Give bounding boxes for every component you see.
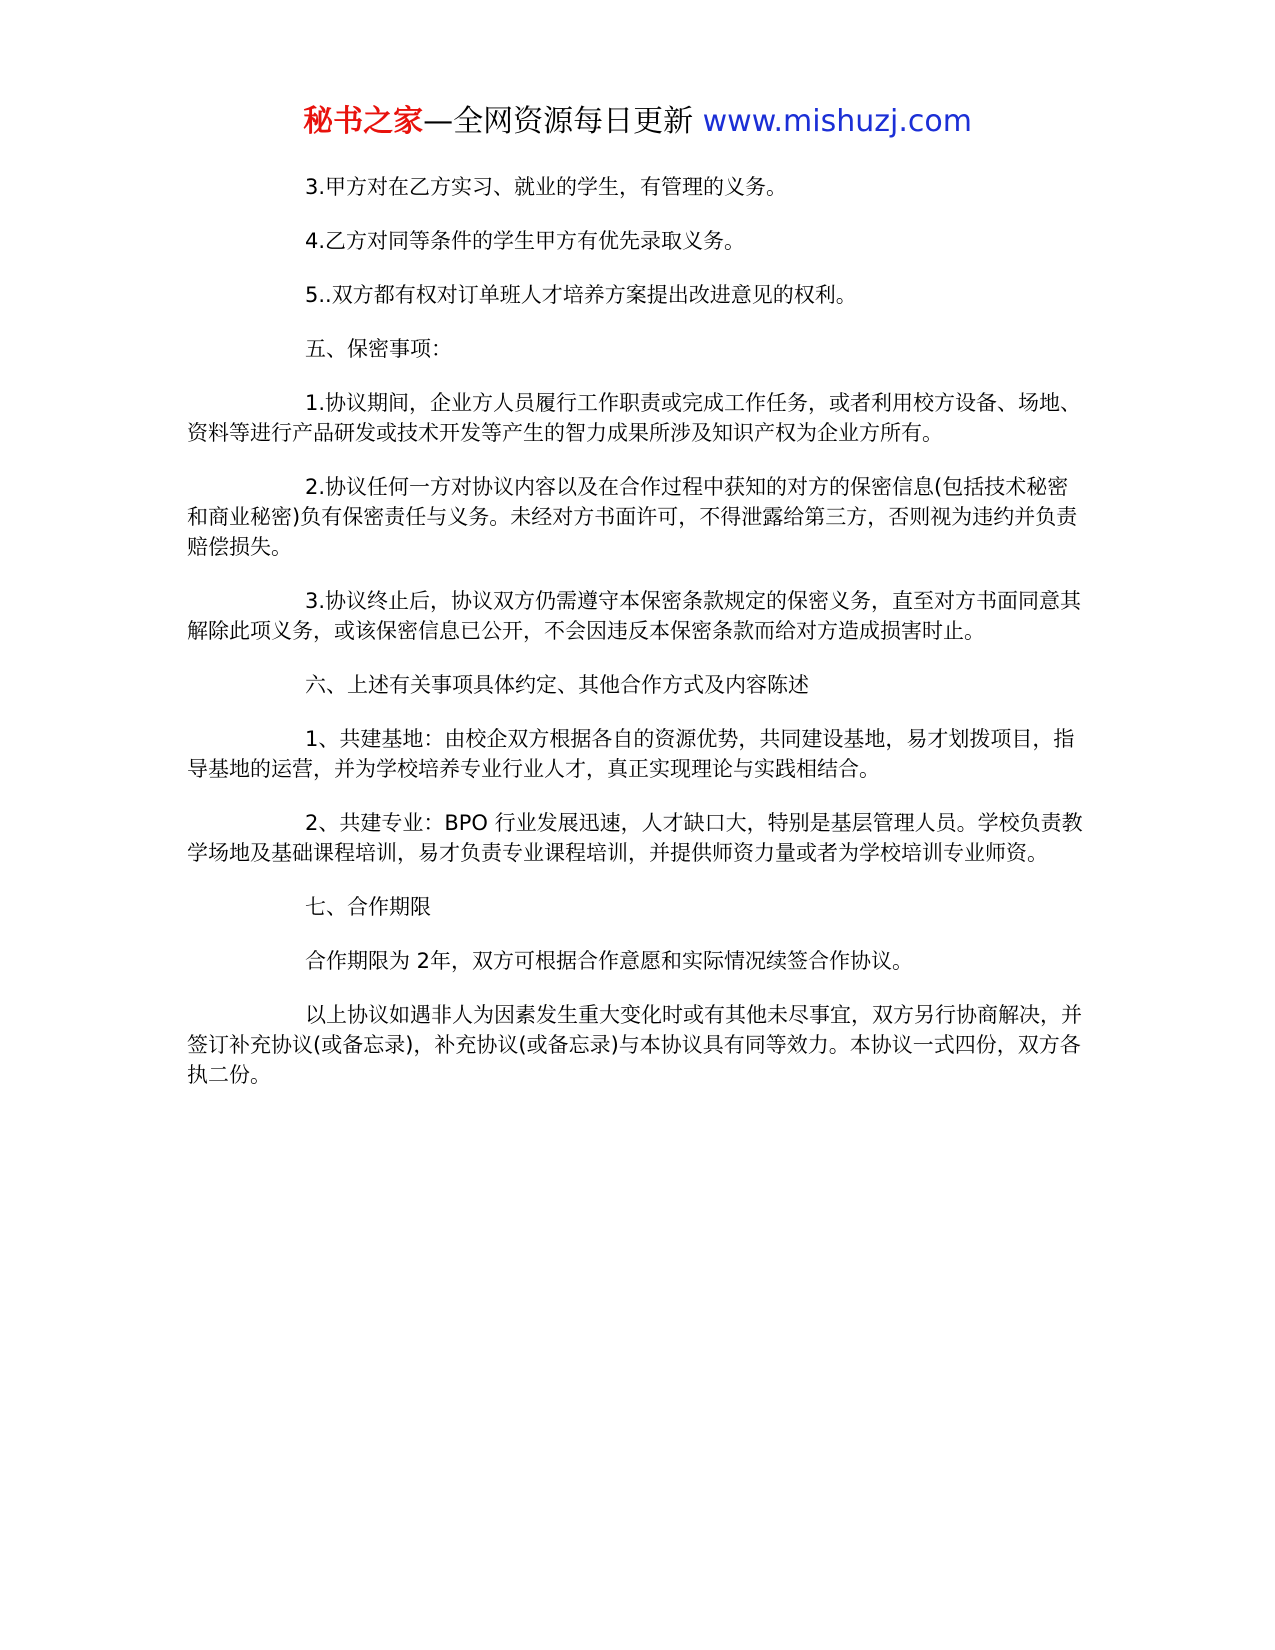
section-heading-confidentiality: 五、保密事项： [305, 337, 452, 361]
section-heading-term: 七、合作期限 [305, 895, 431, 919]
clause-3-management: 3.甲方对在乙方实习、就业的学生，有管理的义务。 [305, 175, 788, 199]
confidentiality-clause-2: 2.协议任何一方对协议内容以及在合作过程中获知的对方的保密信息(包括技术秘密和商业秘密)负有保密责任与义务。未经对方书面许可，不得泄露给第三方，否则视为违约并负责赔偿损失。 [187, 475, 1078, 559]
section-heading-cooperation: 六、上述有关事项具体约定、其他合作方式及内容陈述 [305, 673, 809, 697]
cooperation-clause-base: 1、共建基地：由校企双方根据各自的资源优势，共同建设基地，易才划拨项目，指导基地的运营，并为学校培养专业行业人才，真正实现理论与实践相结合。 [187, 727, 1075, 781]
site-banner [0, 102, 1275, 142]
confidentiality-clause-1: 1.协议期间，企业方人员履行工作职责或完成工作任务，或者利用校方设备、场地、资料等进行产品研发或技术开发等产生的智力成果所涉及知识产权为企业方所有。 [187, 391, 1082, 445]
cooperation-clause-major: 2、共建专业：BPO 行业发展迅速，人才缺口大，特别是基层管理人员。学校负责教学场地及基础课程培训，易才负责专业课程培训，并提供师资力量或者为学校培训专业师资。 [187, 811, 1083, 865]
banner-tagline: —全网资源每日更新 [423, 104, 703, 139]
term-clause: 合作期限为 2年，双方可根据合作意愿和实际情况续签合作协议。 [305, 949, 914, 973]
closing-clause: 以上协议如遇非人为因素发生重大变化时或有其他未尽事宜，双方另行协商解决，并签订补充协议(或备忘录)，补充协议(或备忘录)与本协议具有同等效力。本协议一式四份，双方各执二份。 [187, 1003, 1082, 1087]
clause-5-improvement-rights: 5..双方都有权对订单班人才培养方案提出改进意见的权利。 [305, 283, 857, 307]
clause-4-priority-hiring: 4.乙方对同等条件的学生甲方有优先录取义务。 [305, 229, 746, 253]
site-url-link[interactable]: www.mishuzj.com [702, 104, 972, 139]
document-body [187, 172, 1087, 1114]
confidentiality-clause-3: 3.协议终止后，协议双方仍需遵守本保密条款规定的保密义务，直至对方书面同意其解除此项义务，或该保密信息已公开，不会因违反本保密条款而给对方造成损害时止。 [187, 589, 1082, 643]
brand-name: 秘书之家 [303, 104, 424, 139]
